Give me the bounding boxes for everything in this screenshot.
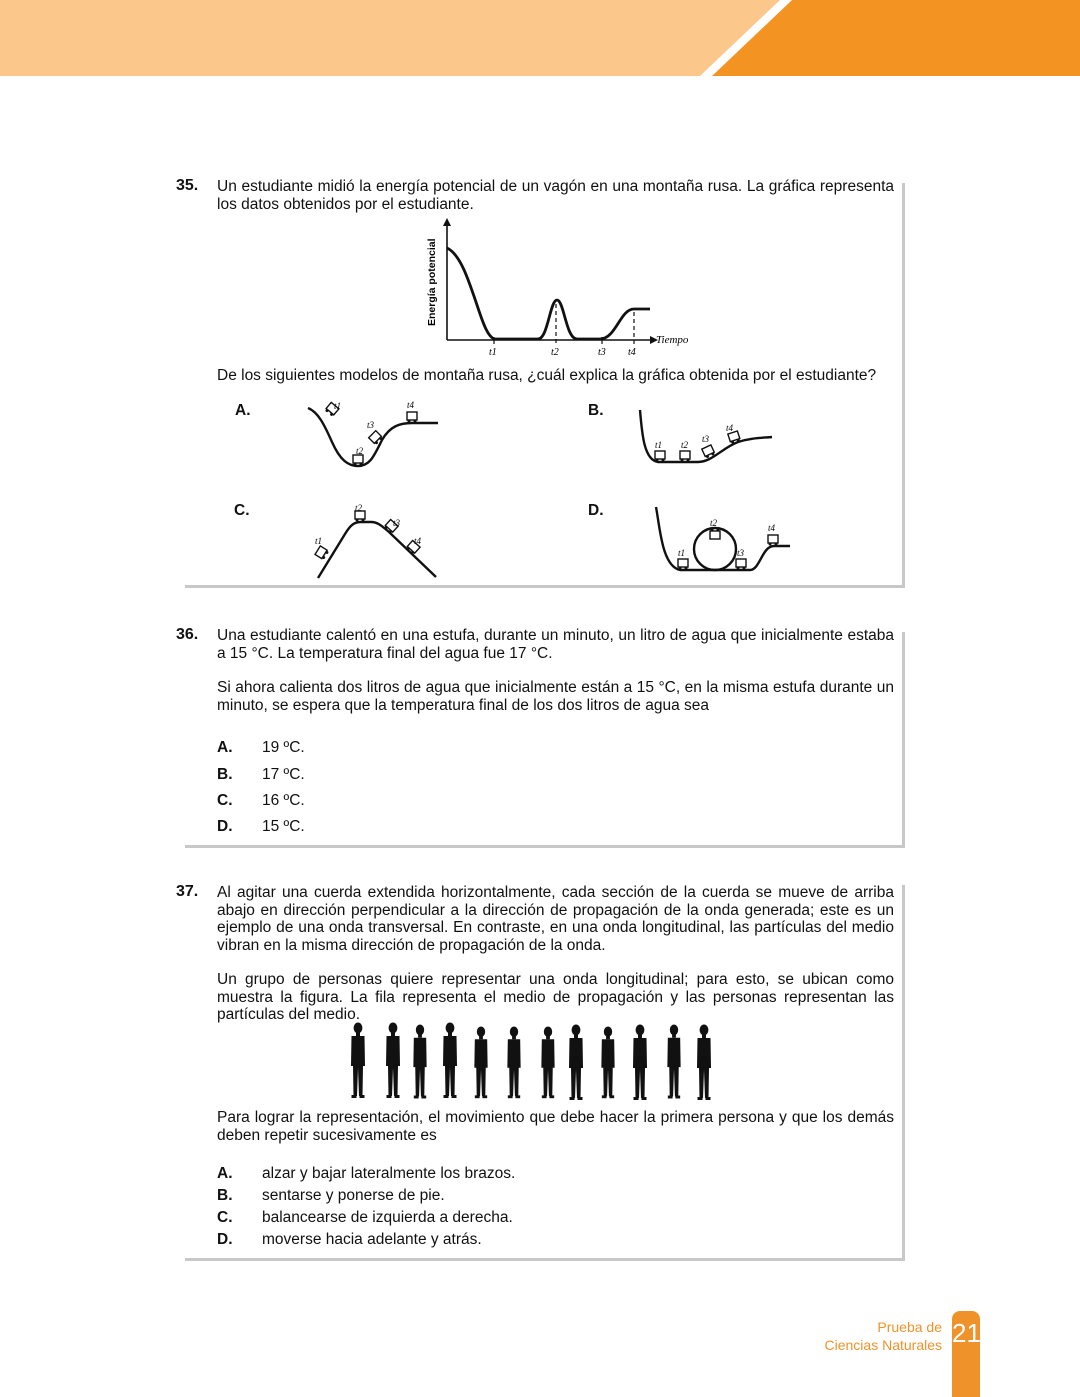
q35-number: 35. xyxy=(176,177,199,194)
person-12 xyxy=(697,1025,711,1101)
q37-frame-bottom xyxy=(185,1258,905,1261)
person-5 xyxy=(474,1026,487,1098)
q37-option-a-text[interactable]: alzar y bajar lateralmente los brazos. xyxy=(262,1165,516,1182)
q36-option-b-letter[interactable]: B. xyxy=(217,766,233,783)
q37-question: Para lograr la representación, el movimiento que debe hacer la primera persona y que los demás deben repetir sucesivamente es xyxy=(217,1109,894,1144)
q37-option-c-text[interactable]: balancearse de izquierda a derecha. xyxy=(262,1209,513,1226)
q37-option-d-text[interactable]: moverse hacia adelante y atrás. xyxy=(262,1231,482,1248)
a-label-t3: t3 xyxy=(367,420,375,430)
d-label-t4: t4 xyxy=(768,523,776,533)
graph-curve xyxy=(447,248,650,339)
person-8 xyxy=(569,1025,583,1101)
person-3 xyxy=(413,1024,426,1098)
c-label-t3: t3 xyxy=(393,518,401,528)
a-label-t2: t2 xyxy=(356,446,364,456)
b-label-t3: t3 xyxy=(702,434,710,444)
q35-option-c-letter[interactable]: C. xyxy=(234,502,250,519)
q35-option-b-letter[interactable]: B. xyxy=(588,402,604,419)
q35-option-c-diagram[interactable] xyxy=(305,500,445,582)
b-label-t4: t4 xyxy=(726,423,734,433)
q36-option-d-letter[interactable]: D. xyxy=(217,818,233,835)
q36-option-c-letter[interactable]: C. xyxy=(217,792,233,809)
q35-frame-bottom xyxy=(185,585,905,588)
q37-option-b-letter[interactable]: B. xyxy=(217,1187,233,1204)
c-label-t1: t1 xyxy=(315,536,323,546)
graph-xlabel: Tiempo xyxy=(656,334,689,346)
footer-line-1: Prueba de xyxy=(877,1319,942,1335)
q35-stem: Un estudiante midió la energía potencial de un vagón en una montaña rusa. La gráfica representa los datos obtenidos por el estudiante. xyxy=(217,178,894,213)
footer-line-2: Ciencias Naturales xyxy=(824,1337,942,1353)
graph-tick-t3: t3 xyxy=(598,347,606,358)
person-1 xyxy=(351,1023,365,1099)
q36-frame-right xyxy=(880,632,905,846)
q35-frame-right xyxy=(880,183,905,587)
person-2 xyxy=(386,1023,400,1099)
q36-option-b-text[interactable]: 17 ºC. xyxy=(262,766,305,783)
q36-option-d-text[interactable]: 15 ºC. xyxy=(262,818,305,835)
footer-title xyxy=(825,1318,943,1354)
q37-stem: Al agitar una cuerda extendida horizontalmente, cada sección de la cuerda se mueve de arriba abajo en dirección perpendicular a la dirección de propagación de la onda generada; este es un ejemplo de una onda transversal. En contraste, en una onda longitudinal, las partículas del medio vibran en la misma dirección de propagación de la onda. xyxy=(217,884,894,954)
q37-context: Un grupo de personas quiere representar una onda longitudinal; para esto, se ubican como muestra la figura. La fila representa el medio de propagación y las personas representan las partículas del medio. xyxy=(217,971,894,1023)
page-number: 21 xyxy=(952,1311,980,1397)
person-9 xyxy=(601,1026,614,1098)
q35-option-d-letter[interactable]: D. xyxy=(588,502,604,519)
q35-option-d-diagram[interactable] xyxy=(650,504,795,576)
q37-option-b-text[interactable]: sentarse y ponerse de pie. xyxy=(262,1187,445,1204)
q36-option-a-text[interactable]: 19 ºC. xyxy=(262,739,305,756)
b-label-t1: t1 xyxy=(655,440,663,450)
header-banner xyxy=(0,0,1080,76)
person-7 xyxy=(541,1026,554,1098)
q36-stem: Una estudiante calentó en una estufa, durante un minuto, un litro de agua que inicialmente estaba a 15 °C. La temperatura final del agua fue 17 °C. xyxy=(217,627,894,662)
person-10 xyxy=(633,1025,647,1101)
q37-number: 37. xyxy=(176,883,199,900)
q37-option-d-letter[interactable]: D. xyxy=(217,1231,233,1248)
q35-option-a-diagram[interactable] xyxy=(300,396,445,476)
d-label-t3: t3 xyxy=(737,548,745,558)
a-label-t1: t1 xyxy=(334,401,342,411)
d-label-t2: t2 xyxy=(710,518,718,528)
q35-option-b-diagram[interactable] xyxy=(632,404,777,470)
a-label-t4: t4 xyxy=(407,400,415,410)
q36-option-a-letter[interactable]: A. xyxy=(217,739,233,756)
graph-tick-t2: t2 xyxy=(551,347,559,358)
graph-y-arrow xyxy=(443,218,451,226)
person-6 xyxy=(507,1026,520,1098)
graph-ylabel: Energía potencial xyxy=(426,238,438,326)
c-label-t4: t4 xyxy=(414,536,422,546)
person-11 xyxy=(667,1024,680,1098)
q36-frame-bottom xyxy=(185,845,905,848)
q36-number: 36. xyxy=(176,626,199,643)
q35-energy-graph xyxy=(420,218,710,360)
b-label-t2: t2 xyxy=(681,440,689,450)
graph-tick-t1: t1 xyxy=(489,347,497,358)
q37-option-c-letter[interactable]: C. xyxy=(217,1209,233,1226)
c-label-t2: t2 xyxy=(355,503,363,513)
q37-people-row xyxy=(340,1022,730,1100)
q35-option-a-letter[interactable]: A. xyxy=(235,402,251,419)
d-label-t1: t1 xyxy=(678,548,686,558)
q35-question: De los siguientes modelos de montaña rusa, ¿cuál explica la gráfica obtenida por el estudiante? xyxy=(217,367,877,384)
q36-question: Si ahora calienta dos litros de agua que inicialmente están a 15 °C, en la misma estufa durante un minuto, se espera que la temperatura final de los dos litros de agua sea xyxy=(217,679,894,714)
q37-option-a-letter[interactable]: A. xyxy=(217,1165,233,1182)
q36-option-c-text[interactable]: 16 ºC. xyxy=(262,792,305,809)
graph-tick-t4: t4 xyxy=(628,347,636,358)
person-4 xyxy=(443,1023,457,1099)
